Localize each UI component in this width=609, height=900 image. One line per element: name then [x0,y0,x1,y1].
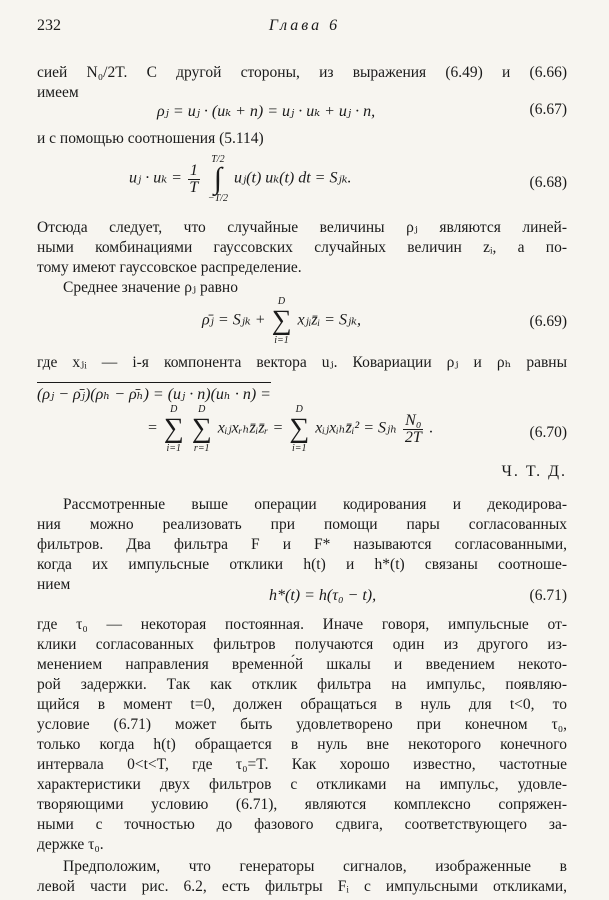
text-line: Рассмотренные выше операции кодирования и декодирова- [63,496,567,513]
integrand: uⱼ(t) uₖ(t) dt = Sⱼₖ. [233,169,352,187]
equation-number: (6.69) [529,313,567,330]
text-line: где τ₀ — некоторая постоянная. Иначе говоря, импульсные от- [37,616,567,633]
text-line: рой задержки. Так как отклик фильтра на импульс, появляю- [37,676,567,693]
equation-number: (6.71) [529,587,567,604]
sum-term: xᵢⱼxᵢₕz̄ᵢ² = Sⱼₕ [315,419,398,437]
text-line: имеем [37,84,79,101]
text-line: интервала 0<t<T, где τ₀=T. Как хорошо известно, частотные [37,756,567,773]
equation-body: ρⱼ = uⱼ · (uₖ + n) = uⱼ · uₖ + uⱼ · n, [157,103,376,120]
text-line: творяющими условию (6.71), являются комплексно сопряжен- [37,796,567,813]
text-line: держке τ₀. [37,836,104,853]
equation-tail: . [429,419,434,437]
equation-6-70-line1 [37,380,567,404]
text-line: Среднее значение ρⱼ равно [63,279,238,296]
text-line: Отсюда следует, что случайные величины ρⱼ являются линей- [37,219,567,236]
text-line: менением направления временно́й шкалы и введением некото- [37,656,567,673]
chapter-title: Глава 6 [268,17,341,34]
equation-lhs: ρ̄ⱼ = Sⱼₖ + [202,311,266,329]
equation-number: (6.70) [529,424,567,441]
text-line: ными комбинациями гауссовских случайных величин zᵢ, а по- [37,239,567,256]
text-line: характеристики двух фильтров с откликами на импульс, удовле- [37,776,567,793]
text-line: когда их импульсные отклики h(t) и h*(t) связаны соотноше- [37,556,567,573]
integral-sign: T/2 ∫ −T/2 [207,154,228,204]
text-line: где xⱼᵢ — i-я компонента вектора uⱼ. Ковариации ρⱼ и ρₕ равны [37,354,567,371]
fraction: $\frac{\text{N₀}}{2T}$ [404,411,422,446]
text-line: только когда h(t) обращается в нуль вне некоторого конечного [37,736,567,753]
text-line: условие (6.71) может быть удовлетворено при конечном τ₀, [37,716,567,733]
fraction: $\frac{1}{T}$ [189,161,199,196]
text-line: ния можно реализовать при помощи пары согласованных [37,516,567,533]
sum-sign: D ∑ i=1 [271,296,292,346]
equation-body: (ρⱼ − ρ̄ⱼ)(ρₕ − ρ̄ₕ) = (uⱼ · n)(uₕ · n) = [37,382,271,404]
qed-mark: Ч. Т. Д. [501,463,567,480]
sum-sign: D ∑ i=1 [163,404,184,454]
equation-6-67 [37,98,567,124]
equation-6-71 [37,585,567,609]
equals-sign: = [147,419,158,437]
text-line: фильтров. Два фильтра F и F* называются согласованными, [37,536,567,553]
sum-sign: D ∑ i=1 [289,404,310,454]
equation-number: (6.67) [529,101,567,118]
equation-6-68 [37,152,567,214]
text-line: сией N₀/2T. С другой стороны, из выражения (6.49) и (6.66) [37,64,567,81]
text-line: Предположим, что генераторы сигналов, изображенные в [63,858,567,875]
equation-6-70-line2 [37,404,567,462]
text-line: клики согласованных фильтров получаются один из другого из- [37,636,567,653]
equation-lhs: uⱼ · uₖ = [129,169,182,187]
sum-term: xᵢⱼxᵣₕz̄ᵢz̄ᵣ = [217,419,284,437]
equation-number: (6.68) [529,174,567,191]
equation-rhs: xⱼᵢz̄ᵢ = Sⱼₖ, [297,311,362,329]
sum-sign: D ∑ r=1 [191,404,212,454]
text-line: и с помощью соотношения (5.114) [37,130,264,147]
page-number: 232 [37,17,61,34]
text-line: тому имеют гауссовское распределение. [37,259,302,276]
text-line: нием [37,576,71,593]
page-header [37,17,572,43]
text-line: щийся в момент t=0, должен обращаться в нуль для t<0, то [37,696,567,713]
equation-6-69 [37,296,567,348]
equation-body: h*(t) = h(τ₀ − t), [269,587,377,604]
text-line: левой части рис. 6.2, есть фильтры Fᵢ с импульсными откликами, [37,878,567,895]
text-line: ными с точностью до фазового сдвига, соответствующего за- [37,816,567,833]
